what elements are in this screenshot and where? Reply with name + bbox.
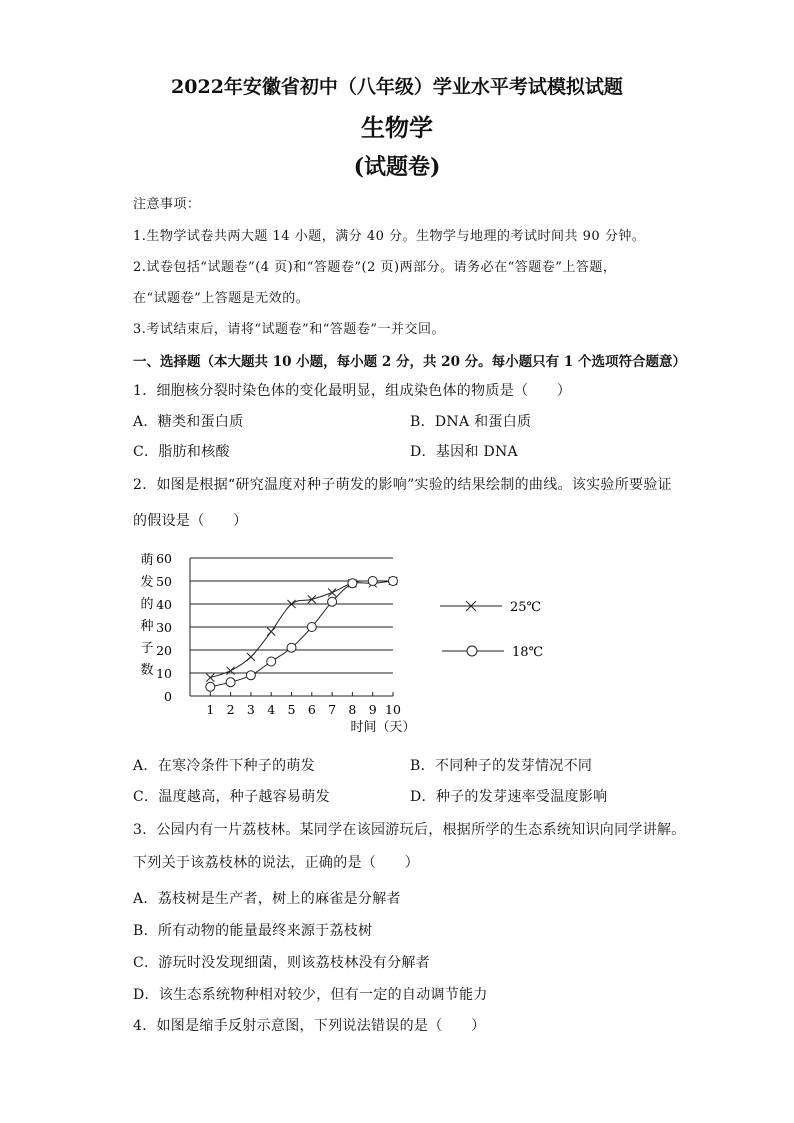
- y-tick-label: 50: [156, 574, 172, 589]
- x-tick-label: 1: [206, 702, 215, 717]
- q1-option-a: A．糖类和蛋白质: [133, 414, 244, 430]
- data-point-o: [287, 643, 296, 652]
- instruction-2a: 2.试卷包括“试题卷”(4 页)和“答题卷”(2 页)两部分。请务必在“答题卷”上答题，: [133, 260, 617, 275]
- x-tick-label: 5: [287, 702, 296, 717]
- q3-option-b: B．所有动物的能量最终来源于荔枝树: [133, 923, 373, 939]
- instruction-1: 1.生物学试卷共两大题 14 小题，满分 40 分。生物学与地理的考试时间共 90 分钟。: [133, 229, 646, 244]
- x-tick-label: 8: [348, 702, 357, 717]
- data-point-o: [328, 597, 337, 606]
- y-tick-label: 10: [156, 666, 172, 681]
- data-point-o: [389, 577, 398, 586]
- y-axis-label-char: 的: [140, 597, 154, 612]
- instruction-2b: 在“试题卷”上答题是无效的。: [133, 291, 310, 306]
- y-axis-label-char: 种: [140, 619, 154, 634]
- q1-option-c: C．脂肪和核酸: [133, 444, 230, 460]
- legend-label-25: 25℃: [510, 600, 542, 615]
- data-point-o: [368, 577, 377, 586]
- q3-option-d: D．该生态系统物种相对较少，但有一定的自动调节能力: [133, 987, 488, 1003]
- germination-chart: [130, 545, 570, 745]
- x-tick-label: 9: [368, 702, 377, 717]
- legend-label-18: 18℃: [512, 645, 544, 660]
- legend-o-marker: [467, 646, 477, 656]
- legend: [440, 600, 543, 660]
- data-point-x: [267, 628, 275, 636]
- paper-type: (试题卷): [353, 154, 441, 180]
- x-tick-label: 3: [246, 702, 255, 717]
- y-tick-label: 0: [164, 689, 172, 704]
- x-tick-label: 7: [328, 702, 337, 717]
- data-point-x: [308, 595, 316, 603]
- q2-stem-line2: 的假设是（ ）: [133, 513, 248, 529]
- data-point-x: [247, 653, 255, 661]
- q3-option-a: A．荔枝树是生产者，树上的麻雀是分解者: [133, 891, 401, 907]
- chart-grid: [190, 558, 393, 696]
- q1-option-b: B．DNA 和蛋白质: [410, 414, 532, 430]
- x-tick-label: 4: [267, 702, 276, 717]
- x-tick-label: 2: [226, 702, 235, 717]
- data-point-x: [328, 589, 336, 597]
- data-point-o: [307, 623, 316, 632]
- y-tick-labels: [156, 551, 172, 704]
- x-tick-label: 10: [385, 702, 401, 717]
- q2-option-d: D．种子的发芽速率受温度影响: [410, 789, 608, 805]
- q2-option-a: A．在寒冷条件下种子的萌发: [133, 758, 316, 774]
- data-point-o: [226, 678, 235, 687]
- data-point-o: [348, 579, 357, 588]
- y-tick-label: 40: [156, 597, 172, 612]
- section-heading: 一、选择题（本大题共 10 小题，每小题 2 分，共 20 分。每小题只有 1 个选项符合题意）: [133, 354, 686, 370]
- y-axis-label-char: 萌: [140, 553, 154, 568]
- data-point-o: [206, 682, 215, 691]
- data-point-x: [206, 674, 214, 682]
- y-tick-label: 60: [156, 551, 172, 566]
- subject-title: 生物学: [361, 113, 433, 142]
- y-axis-label-char: 发: [140, 575, 154, 590]
- instructions-heading: 注意事项：: [133, 197, 201, 212]
- y-tick-label: 20: [156, 643, 172, 658]
- y-axis-label-char: 子: [140, 641, 154, 656]
- series-line-18c: [210, 581, 393, 687]
- q4-stem: 4．如图是缩手反射示意图，下列说法错误的是（ ）: [133, 1018, 486, 1034]
- q2-option-c: C．温度越高，种子越容易萌发: [133, 789, 330, 805]
- y-axis-label: [140, 553, 153, 678]
- chart-series: [206, 577, 398, 692]
- q3-stem-line2: 下列关于该荔枝林的说法，正确的是（ ）: [133, 855, 419, 871]
- q1-stem: 1．细胞核分裂时染色体的变化最明显，组成染色体的物质是（ ）: [133, 383, 572, 399]
- q3-stem-line1: 3．公园内有一片荔枝林。某同学在该园游玩后，根据所学的生态系统知识向同学讲解。: [133, 822, 686, 838]
- q3-option-c: C．游玩时没发现细菌，则该荔枝林没有分解者: [133, 955, 431, 971]
- q2-option-b: B．不同种子的发芽情况不同: [410, 758, 593, 774]
- series-line-25c: [210, 581, 393, 678]
- y-tick-label: 30: [156, 620, 172, 635]
- exam-title: 2022年安徽省初中（八年级）学业水平考试模拟试题: [171, 76, 623, 98]
- x-axis-label: 时间（天）: [350, 720, 416, 735]
- x-tick-label: 6: [307, 702, 316, 717]
- instruction-3: 3.考试结束后，请将“试题卷”和“答题卷”一并交回。: [133, 322, 445, 337]
- q1-option-d: D．基因和 DNA: [410, 444, 518, 460]
- data-point-o: [246, 671, 255, 680]
- q2-stem-line1: 2．如图是根据“研究温度对种子萌发的影响”实验的结果绘制的曲线。该实验所要验证: [133, 477, 672, 493]
- data-point-o: [267, 657, 276, 666]
- y-axis-label-char: 数: [140, 663, 154, 678]
